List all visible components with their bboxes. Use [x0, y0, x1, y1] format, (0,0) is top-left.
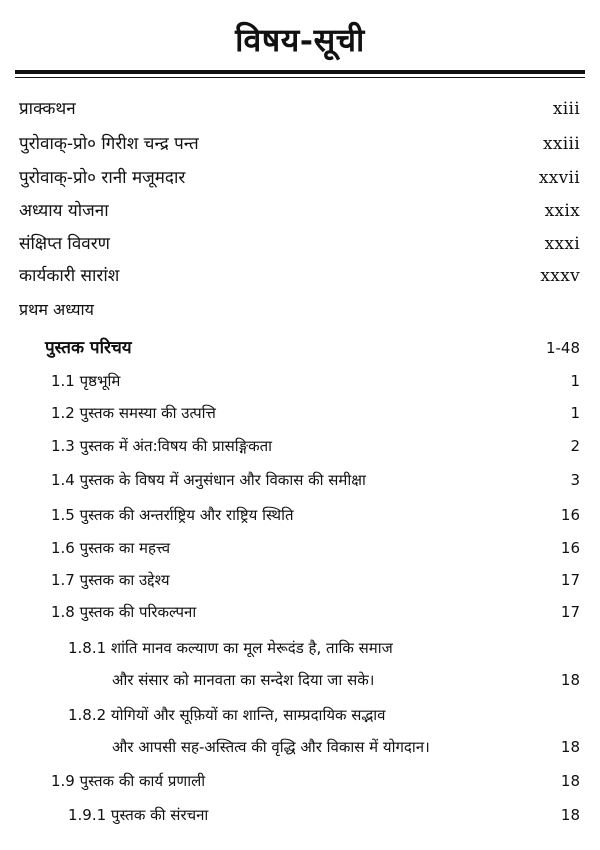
toc-entry-line2 [0, 666, 600, 694]
toc-entry-page: 16 [560, 539, 580, 557]
toc-entry [0, 130, 600, 158]
title-rule-thick [15, 70, 585, 74]
toc-entry-page: xxiii [543, 134, 580, 154]
toc-entry [0, 262, 600, 290]
toc-entry-page: 18 [560, 738, 580, 756]
toc-entry [0, 801, 600, 829]
toc-entry-label: 1.1 पृष्ठभूमि [51, 372, 121, 390]
chapter-page-range: 1-48 [545, 339, 580, 357]
toc-entry [0, 367, 600, 395]
toc-entry-page: xxxv [540, 266, 580, 286]
toc-entry [0, 598, 600, 626]
toc-entry-page: 1 [570, 404, 580, 422]
toc-entry-label-continued: और आपसी सह-अस्तित्व की वृद्धि और विकास में योगदान। [112, 738, 430, 756]
toc-entry-label: 1.4 पुस्तक के विषय में अनुसंधान और विकास की समीक्षा [51, 471, 366, 489]
toc-entry-page: 16 [560, 506, 580, 524]
chapter-title: पुस्तक परिचय [45, 338, 132, 358]
toc-entry-label: 1.8.2 योगियों और सूफ़ियों का शान्ति, साम्प्रदायिक सद्भाव [68, 706, 386, 724]
toc-entry-page: 18 [560, 806, 580, 824]
toc-entry-label: 1.8 पुस्तक की परिकल्पना [51, 603, 197, 621]
toc-entry [0, 767, 600, 795]
toc-entry-page: 1 [570, 372, 580, 390]
toc-entry [0, 566, 600, 594]
toc-entry-page: xxvii [538, 168, 580, 188]
toc-entry [0, 230, 600, 258]
toc-entry-label: 1.2 पुस्तक समस्या की उत्पत्ति [51, 404, 216, 422]
toc-entry [0, 501, 600, 529]
toc-entry-page: 17 [560, 571, 580, 589]
toc-entry [0, 399, 600, 427]
toc-entry-line1 [0, 701, 600, 729]
toc-entry-label: 1.7 पुस्तक का उद्देश्य [51, 571, 170, 589]
toc-entry-label: 1.9.1 पुस्तक की संरचना [68, 806, 209, 824]
toc-entry-page: 2 [570, 437, 580, 455]
toc-entry-label: कार्यकारी सारांश [19, 266, 120, 286]
toc-entry-label-continued: और संसार को मानवता का सन्देश दिया जा सके। [112, 671, 375, 689]
title-rule-thin [15, 77, 585, 78]
toc-entry-label: 1.9 पुस्तक की कार्य प्रणाली [51, 772, 206, 790]
toc-entry-label: 1.6 पुस्तक का महत्त्व [51, 539, 171, 557]
toc-entry-page: xiii [552, 99, 580, 119]
toc-entry [0, 534, 600, 562]
toc-entry [0, 432, 600, 460]
toc-entry [0, 466, 600, 494]
chapter-entry [0, 334, 600, 362]
toc-entry-line1 [0, 634, 600, 662]
toc-entry-page: xxxi [544, 234, 580, 254]
toc-entry-label: पुरोवाक्-प्रो० गिरीश चन्द्र पन्त [19, 134, 199, 154]
toc-entry-label: अध्याय योजना [19, 201, 109, 221]
toc-entry-label: प्राक्कथन [19, 99, 76, 119]
page-title: विषय-सूची [235, 21, 365, 59]
toc-entry-page: 3 [570, 471, 580, 489]
toc-entry-label: 1.5 पुस्तक की अन्तर्राष्ट्रिय और राष्ट्रिय स्थिति [51, 506, 294, 524]
toc-entry-page: 17 [560, 603, 580, 621]
toc-entry [0, 164, 600, 192]
toc-entry-label: 1.8.1 शांति मानव कल्याण का मूल मेरूदंड है, ताकि समाज [68, 639, 393, 657]
toc-entry-page: xxix [544, 201, 580, 221]
toc-entry-label: 1.3 पुस्तक में अंत:विषय की प्रासङ्गिकता [51, 437, 273, 455]
toc-entry-line2 [0, 733, 600, 761]
toc-entry [0, 95, 600, 123]
toc-entry-label: पुरोवाक्-प्रो० रानी मजूमदार [19, 168, 186, 188]
chapter-heading: प्रथम अध्याय [19, 300, 94, 319]
toc-entry [0, 197, 600, 225]
toc-entry-label: संक्षिप्त विवरण [19, 234, 110, 254]
toc-entry-page: 18 [560, 671, 580, 689]
toc-entry-page: 18 [560, 772, 580, 790]
